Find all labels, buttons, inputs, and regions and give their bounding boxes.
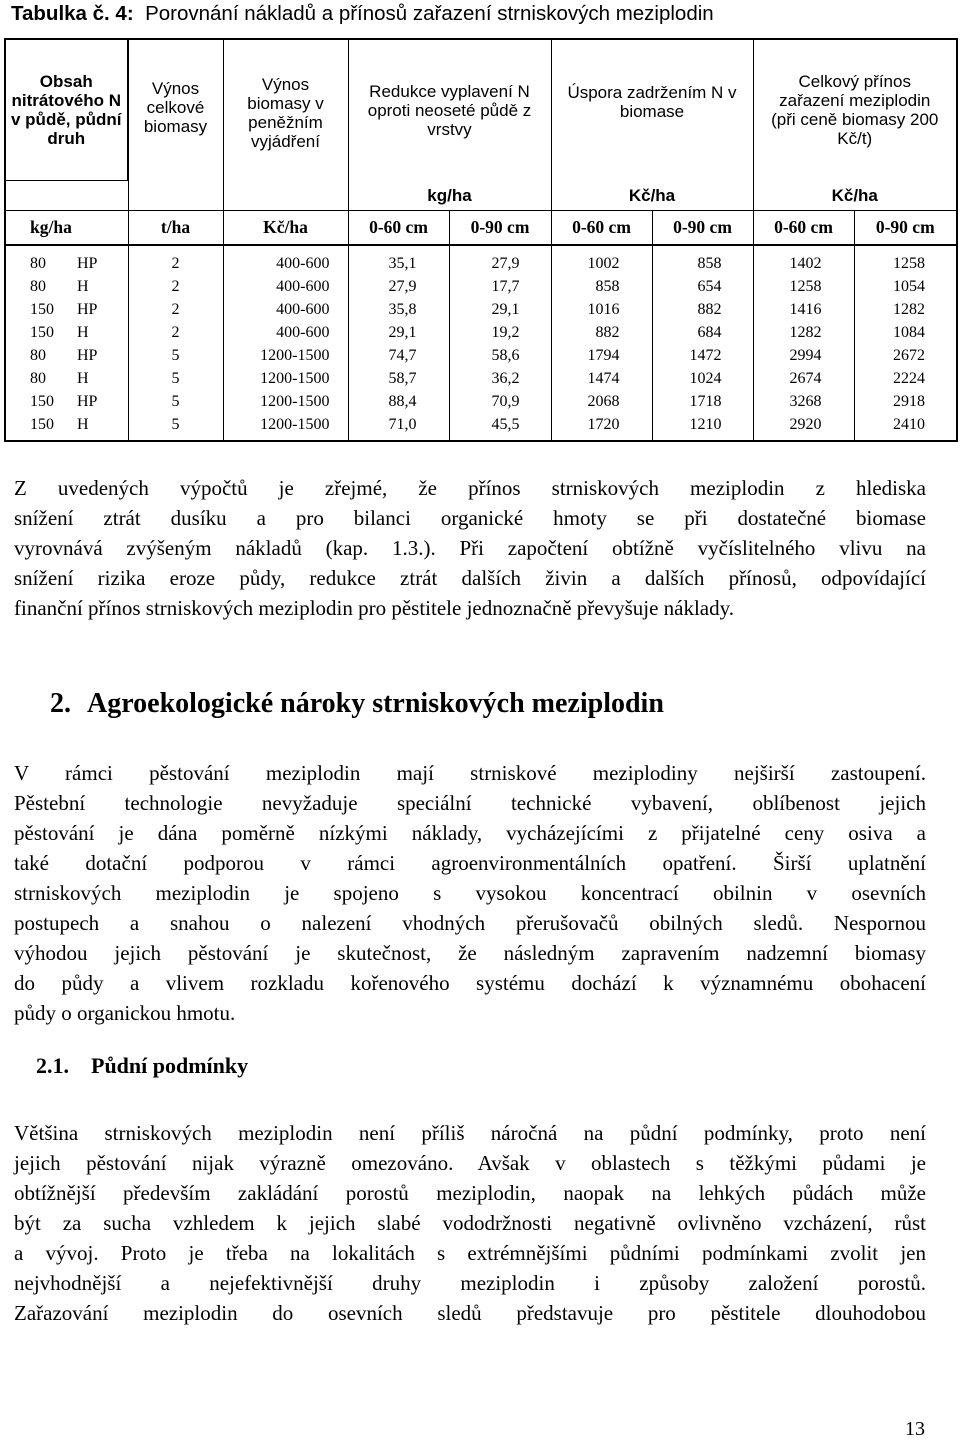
table-cell-s60: 858 (551, 275, 652, 298)
table-cell-yield: 2 (128, 275, 223, 298)
table-cell-l90: 45,5 (449, 413, 551, 441)
table-cell-l90: 36,2 (449, 367, 551, 390)
caption-text: Porovnání nákladů a přínosů zařazení strniskových meziplodin (145, 2, 714, 25)
table-cell-b90: 1054 (854, 275, 957, 298)
table-cell-l90: 19,2 (449, 321, 551, 344)
table-cell-l60: 35,1 (348, 245, 449, 275)
table-cell-money: 1200-1500 (223, 367, 348, 390)
table-cell-b90: 2410 (854, 413, 957, 441)
table-row (5, 367, 957, 390)
table-cell-l90: 27,9 (449, 245, 551, 275)
header-benefit: Celkový přínos zařazení meziplodin (při ceně biomasy 200 Kč/t) (753, 39, 957, 181)
table-cell-money: 400-600 (223, 321, 348, 344)
table-cell-l60: 58,7 (348, 367, 449, 390)
table-cell-type: HP (77, 390, 128, 413)
table-cell-s60: 882 (551, 321, 652, 344)
table-cell-s90: 1210 (652, 413, 753, 441)
paragraph-line: postupech a snahou o nalezení vhodných přerušovačů obilných sledů. Nespornou (14, 911, 926, 935)
section-heading-2-1: 2.1. Půdní podmínky (36, 1053, 249, 1078)
table-cell-yield: 5 (128, 344, 223, 367)
table-cell-l60: 74,7 (348, 344, 449, 367)
subunit-benefit: Kč/ha (753, 181, 957, 211)
table-cell-type: HP (77, 344, 128, 367)
table-row (5, 413, 957, 441)
paragraph-line: půdy o organickou hmotu. (14, 1001, 236, 1025)
paragraph-line: V rámci pěstování meziplodin mají strniskové meziplodiny nejširší zastoupení. (14, 761, 926, 785)
table-cell-l90: 17,7 (449, 275, 551, 298)
table-cell-l60: 88,4 (348, 390, 449, 413)
table-cell-yield: 2 (128, 321, 223, 344)
table-cell-b90: 1282 (854, 298, 957, 321)
table-cell-s90: 858 (652, 245, 753, 275)
paragraph-line: vyrovnává zvýšeným nákladů (kap. 1.3.). Při započtení obtížně vyčíslitelného vlivu na (14, 536, 926, 560)
table-row (5, 275, 957, 298)
unit-cell: kg/ha (5, 211, 128, 246)
table-cell-s90: 1472 (652, 344, 753, 367)
table-cell-b60: 2920 (753, 413, 854, 441)
table-cell-b90: 1258 (854, 245, 957, 275)
table-cell-n: 150 (5, 298, 77, 321)
unit-cell: 0-90 cm (652, 211, 753, 246)
table-cell-b60: 2674 (753, 367, 854, 390)
table-cell-s60: 1794 (551, 344, 652, 367)
table-cell-b90: 2224 (854, 367, 957, 390)
paragraph-line: také dotační podporou v rámci agroenvironmentálních opatření. Širší uplatnění (14, 851, 926, 875)
cost-benefit-table (4, 38, 958, 442)
paragraph-line: jejich pěstování nijak výrazně omezováno. Avšak v oblastech s těžkými půdami je (14, 1151, 926, 1175)
table-cell-n: 80 (5, 367, 77, 390)
unit-cell: 0-60 cm (348, 211, 449, 246)
paragraph-line: Pěstební technologie nevyžaduje speciální technické vybavení, oblíbenost jejich (14, 791, 926, 815)
header-yield-total: Výnos celkové biomasy (128, 39, 223, 211)
table-cell-n: 80 (5, 344, 77, 367)
table-cell-n: 80 (5, 245, 77, 275)
paragraph-line: Z uvedených výpočtů je zřejmé, že přínos strniskových meziplodin z hlediska (14, 476, 926, 500)
unit-cell: 0-60 cm (551, 211, 652, 246)
paragraph-line: Zařazování meziplodin do osevních sledů představuje pro pěstitele dlouhodobou (14, 1301, 926, 1325)
table-cell-type: HP (77, 298, 128, 321)
table-cell-yield: 2 (128, 298, 223, 321)
subunit-leaching: kg/ha (348, 181, 551, 211)
table-cell-b60: 1282 (753, 321, 854, 344)
table-cell-yield: 5 (128, 390, 223, 413)
paragraph-line: do půdy a vlivem rozkladu kořenového systému dochází k významnému obohacení (14, 971, 926, 995)
table-cell-b90: 2672 (854, 344, 957, 367)
table-cell-b60: 1258 (753, 275, 854, 298)
table-cell-s60: 1016 (551, 298, 652, 321)
unit-cell: 0-90 cm (449, 211, 551, 246)
table-row (5, 321, 957, 344)
subunit-saving: Kč/ha (551, 181, 753, 211)
paragraph-line: výhodou jejich pěstování je skutečnost, že následným zapravením nadzemní biomasy (14, 941, 926, 965)
paragraph-agroecology (14, 758, 926, 1028)
paragraph-line: snížení ztrát dusíku a pro bilanci organické hmoty se při dostatečné biomase (14, 506, 926, 530)
table-cell-l90: 58,6 (449, 344, 551, 367)
table-cell-b60: 2994 (753, 344, 854, 367)
table-cell-yield: 5 (128, 413, 223, 441)
table-cell-l60: 27,9 (348, 275, 449, 298)
paragraph-line: strniskových meziplodin je spojeno s vysokou koncentrací obilnin v osevních (14, 881, 926, 905)
section-heading-2: 2. Agroekologické nároky strniskových meziplodin (50, 688, 664, 719)
table-cell-s90: 882 (652, 298, 753, 321)
table-cell-b90: 2918 (854, 390, 957, 413)
table-cell-s90: 684 (652, 321, 753, 344)
table-cell-s60: 1474 (551, 367, 652, 390)
table-cell-l60: 71,0 (348, 413, 449, 441)
paragraph-line: a vývoj. Proto je třeba na lokalitách s extrémnějšími půdními podmínkami zvolit jen (14, 1241, 926, 1265)
paragraph-line: být za sucha vzhledem k jejich slabé vododržnosti negativně ovlivněno vzcházení, růst (14, 1211, 926, 1235)
table-cell-l60: 29,1 (348, 321, 449, 344)
unit-cell: 0-90 cm (854, 211, 957, 246)
table-cell-s60: 1002 (551, 245, 652, 275)
caption-label: Tabulka č. 4: (11, 2, 134, 25)
paragraph-line: obtížnější především zakládání porostů meziplodin, naopak na lehkých půdách může (14, 1181, 926, 1205)
table-cell-s90: 1718 (652, 390, 753, 413)
table-cell-n: 150 (5, 321, 77, 344)
header-soil-spacer (5, 181, 128, 211)
header-soil: Obsah nitrátového N v půdě, půdní druh (5, 39, 128, 181)
table-cell-yield: 5 (128, 367, 223, 390)
table-cell-l90: 29,1 (449, 298, 551, 321)
table-cell-money: 400-600 (223, 245, 348, 275)
table-cell-b60: 1416 (753, 298, 854, 321)
table-cell-type: HP (77, 245, 128, 275)
table-row (5, 245, 957, 275)
table-row (5, 390, 957, 413)
table-cell-b60: 1402 (753, 245, 854, 275)
paragraph-line: Většina strniskových meziplodin není příliš náročná na půdní podmínky, proto není (14, 1121, 926, 1145)
unit-cell: t/ha (128, 211, 223, 246)
table-cell-type: H (77, 367, 128, 390)
table-cell-s60: 1720 (551, 413, 652, 441)
table-cell-s90: 654 (652, 275, 753, 298)
table-cell-n: 80 (5, 275, 77, 298)
paragraph-soil-conditions (14, 1118, 926, 1328)
header-leaching: Redukce vyplavení N oproti neoseté půdě z vrstvy (348, 39, 551, 181)
header-yield-money: Výnos biomasy v peněžním vyjádření (223, 39, 348, 211)
table-cell-type: H (77, 321, 128, 344)
table-cell-money: 400-600 (223, 298, 348, 321)
table-cell-money: 400-600 (223, 275, 348, 298)
table-cell-l60: 35,8 (348, 298, 449, 321)
header-saving: Úspora zadržením N v biomase (551, 39, 753, 181)
unit-cell: Kč/ha (223, 211, 348, 246)
table-cell-n: 150 (5, 413, 77, 441)
paragraph-line: pěstování je dána poměrně nízkými náklady, vycházejícími z přijatelné ceny osiva a (14, 821, 926, 845)
unit-cell: 0-60 cm (753, 211, 854, 246)
table-cell-money: 1200-1500 (223, 344, 348, 367)
table-cell-type: H (77, 275, 128, 298)
table-cell-n: 150 (5, 390, 77, 413)
table-cell-money: 1200-1500 (223, 413, 348, 441)
table-row (5, 344, 957, 367)
page-number: 13 (905, 1418, 925, 1440)
table-cell-yield: 2 (128, 245, 223, 275)
table-cell-s90: 1024 (652, 367, 753, 390)
table-cell-type: H (77, 413, 128, 441)
table-cell-s60: 2068 (551, 390, 652, 413)
units-row (5, 211, 957, 246)
table-cell-money: 1200-1500 (223, 390, 348, 413)
table-row (5, 298, 957, 321)
paragraph-costs (14, 473, 926, 623)
paragraph-line: finanční přínos strniskových meziplodin pro pěstitele jednoznačně převyšuje náklady. (14, 596, 735, 620)
paragraph-line: nejvhodnější a nejefektivnější druhy meziplodin i způsoby založení porostů. (14, 1271, 926, 1295)
table-cell-b60: 3268 (753, 390, 854, 413)
table-caption (11, 2, 714, 26)
paragraph-line: snížení rizika eroze půdy, redukce ztrát dalších živin a dalších přínosů, odpovídající (14, 566, 926, 590)
table-cell-b90: 1084 (854, 321, 957, 344)
table-cell-l90: 70,9 (449, 390, 551, 413)
